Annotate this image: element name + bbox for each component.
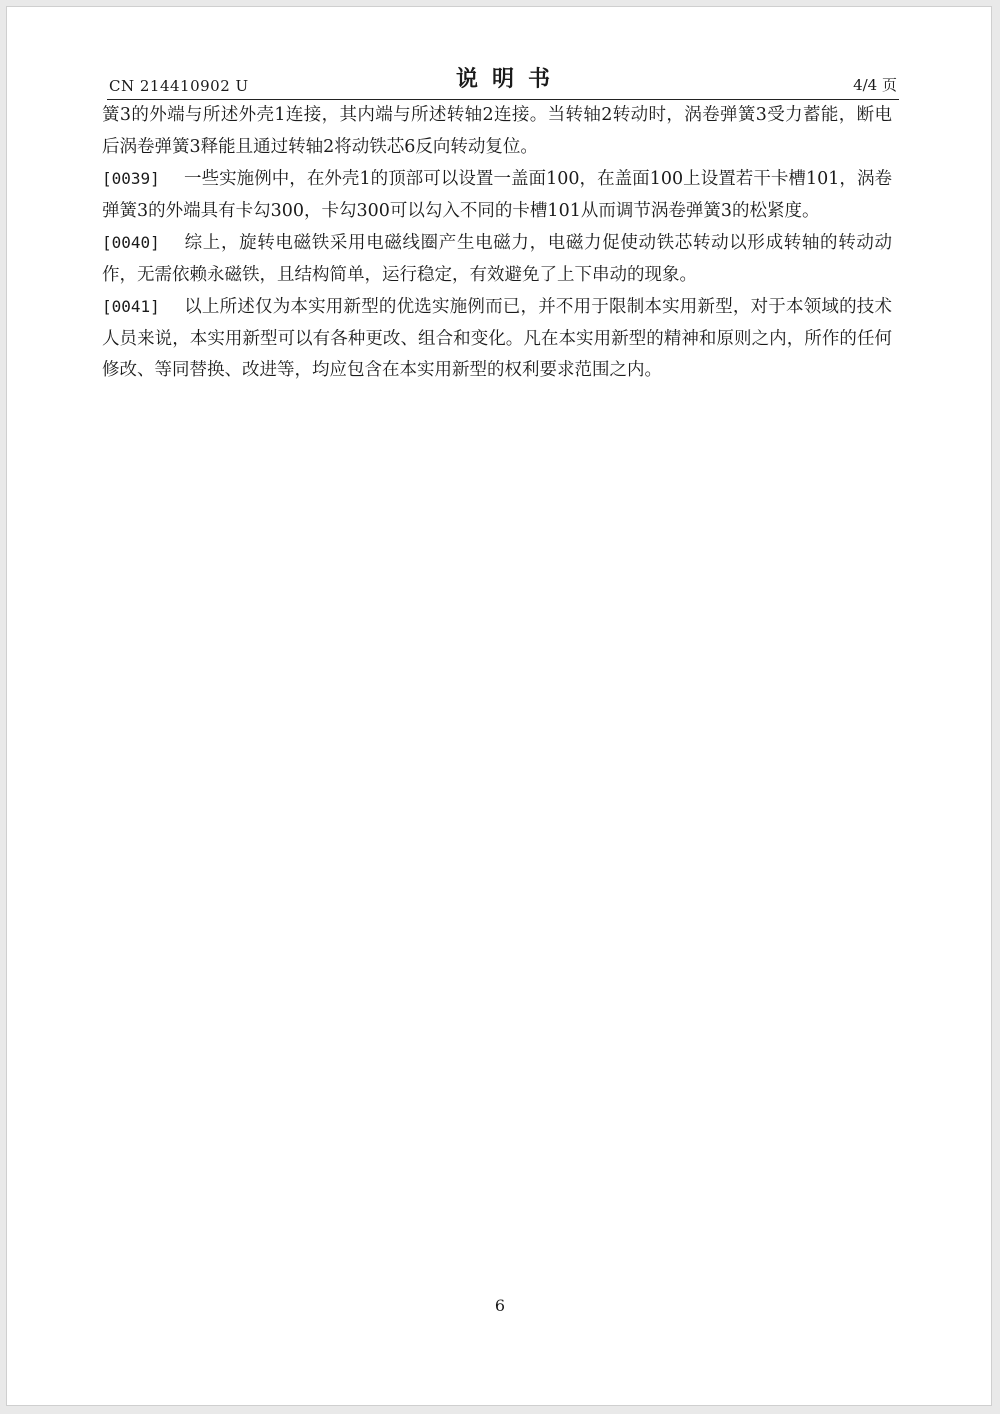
paragraph-text: 簧3的外端与所述外壳1连接，其内端与所述转轴2连接。当转轴2转动时，涡卷弹簧3受力蓄能，断电后涡卷弹簧3释能且通过转轴2将动铁芯6反向转动复位。	[102, 105, 892, 157]
paragraph-0039	[102, 163, 892, 227]
page-header	[107, 65, 899, 100]
paragraph-text: 综上，旋转电磁铁采用电磁线圈产生电磁力，电磁力促使动铁芯转动以形成转轴的转动动作，无需依赖永磁铁，且结构简单，运行稳定，有效避免了上下串动的现象。	[102, 233, 892, 285]
paragraph-text: 一些实施例中，在外壳1的顶部可以设置一盖面100，在盖面100上设置若干卡槽101，涡卷弹簧3的外端具有卡勾300，卡勾300可以勾入不同的卡槽101从而调节涡卷弹簧3的松紧度。	[102, 169, 892, 221]
document-title: 说明书	[455, 66, 564, 92]
paragraph-number: [0041]	[102, 297, 160, 316]
paragraph-text: 以上所述仅为本实用新型的优选实施例而已，并不用于限制本实用新型，对于本领域的技术人员来说，本实用新型可以有各种更改、组合和变化。凡在本实用新型的精神和原则之内，所作的任何修改、等同替换、改进等，均应包含在本实用新型的权利要求范围之内。	[102, 297, 892, 380]
paragraph-continued	[102, 100, 892, 163]
page-count: 4/4 页	[853, 76, 897, 94]
page-number: 6	[494, 1296, 506, 1315]
paragraph-0041	[102, 291, 892, 387]
publication-number: CN 214410902 U	[109, 77, 249, 95]
paragraph-0040	[102, 227, 892, 291]
paragraph-number: [0039]	[102, 169, 160, 188]
paragraph-number: [0040]	[102, 233, 160, 252]
description-body	[102, 100, 892, 387]
